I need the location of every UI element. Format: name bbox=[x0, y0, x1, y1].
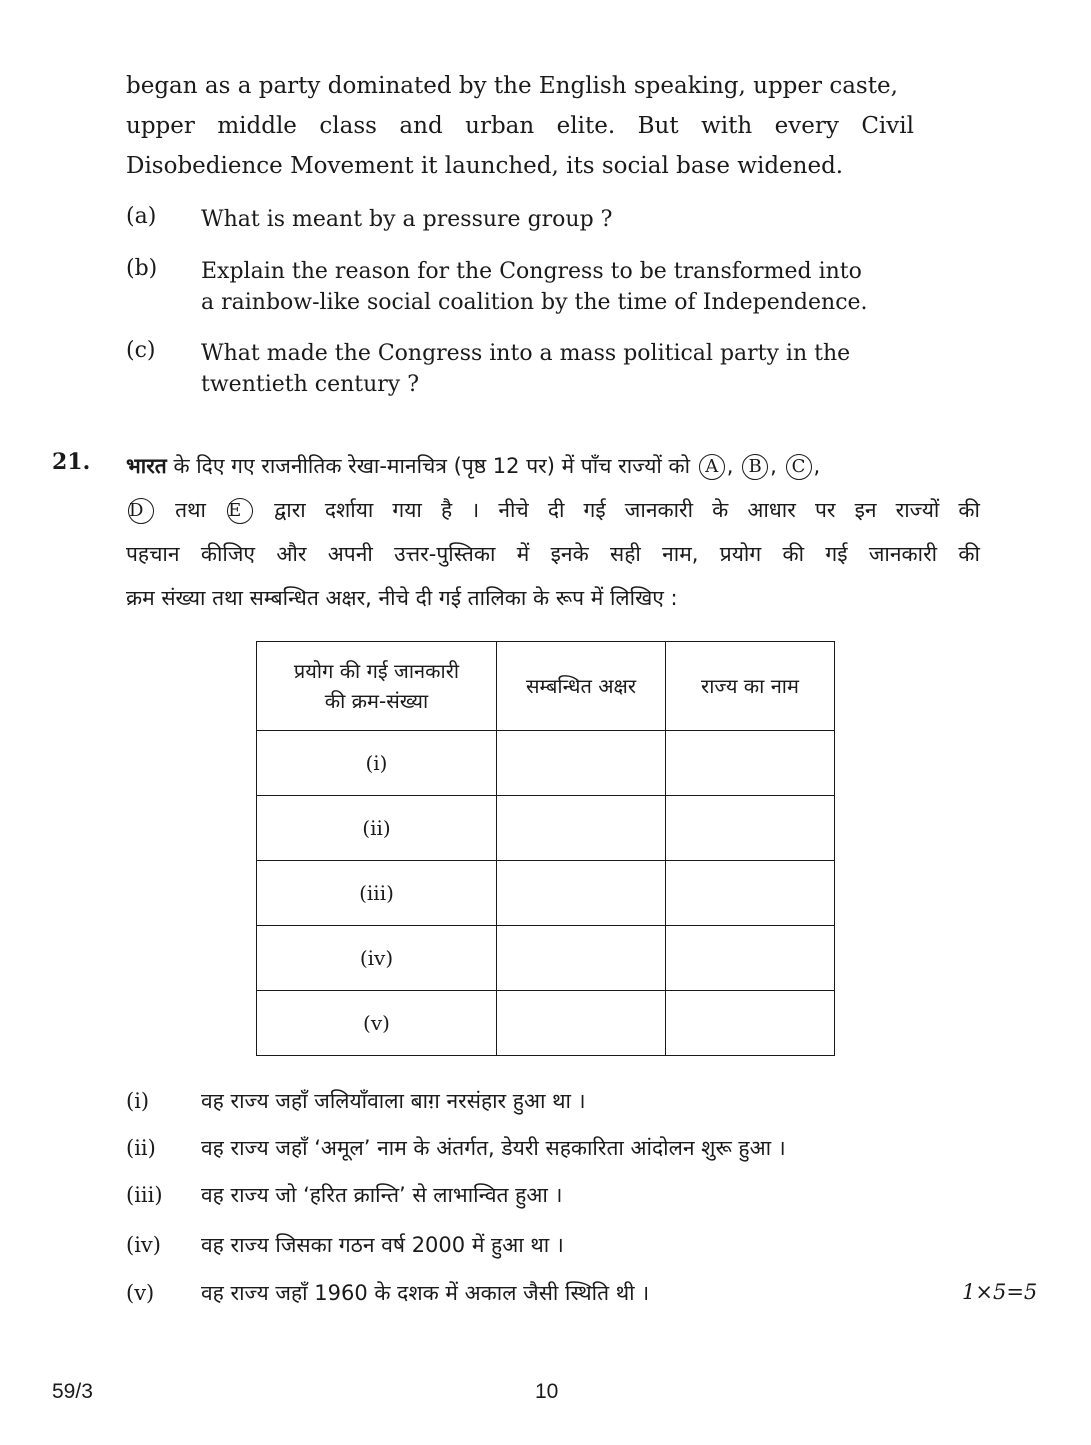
clue-label: (ii) bbox=[126, 1136, 156, 1160]
header-serial-number bbox=[257, 642, 497, 731]
page-number: 10 bbox=[535, 1380, 559, 1403]
question-21-line-3: पहचान कीजिए और अपनी उत्तर-पुस्तिका में इनके सही नाम, प्रयोग की गई जानकारी की bbox=[126, 542, 980, 566]
sub-question-b-label: (b) bbox=[126, 256, 158, 281]
comma: , bbox=[726, 454, 734, 478]
table-row bbox=[257, 861, 835, 926]
sub-question-b-text bbox=[201, 256, 923, 318]
header-serial-line-1: प्रयोग की गई जानकारी bbox=[293, 659, 460, 683]
clue-label: (iii) bbox=[126, 1183, 163, 1207]
table-row bbox=[257, 991, 835, 1056]
row-state-cell bbox=[666, 796, 835, 861]
line2-text: द्वारा दर्शाया गया है । नीचे दी गई जानकारी के आधार पर इन राज्यों की bbox=[255, 498, 980, 522]
circled-letter-c: C bbox=[786, 454, 812, 480]
sub-question-c-label: (c) bbox=[126, 338, 156, 363]
row-letter-cell bbox=[497, 991, 666, 1056]
row-serial: (ii) bbox=[257, 796, 497, 861]
row-serial: (iii) bbox=[257, 861, 497, 926]
table-row bbox=[257, 731, 835, 796]
row-state-cell bbox=[666, 926, 835, 991]
header-letter: सम्बन्धित अक्षर bbox=[497, 642, 666, 731]
row-letter-cell bbox=[497, 926, 666, 991]
sub-question-c-text bbox=[201, 338, 923, 400]
row-state-cell bbox=[666, 861, 835, 926]
row-letter-cell bbox=[497, 861, 666, 926]
passage-line: Disobedience Movement it launched, its social base widened. bbox=[126, 153, 844, 179]
question-21-line-2 bbox=[126, 488, 980, 532]
circled-letter-d: D bbox=[128, 498, 154, 524]
row-state-cell bbox=[666, 991, 835, 1056]
clue-text: वह राज्य जहाँ 1960 के दशक में अकाल जैसी स्थिति थी । bbox=[201, 1281, 650, 1305]
answer-table bbox=[256, 641, 835, 1056]
sub-question-a-text: What is meant by a pressure group ? bbox=[201, 207, 613, 232]
table-row bbox=[257, 926, 835, 991]
clue-text: वह राज्य जहाँ ‘अमूल’ नाम के अंतर्गत, डेयरी सहकारिता आंदोलन शुरू हुआ । bbox=[201, 1136, 786, 1160]
question-21-text bbox=[126, 444, 980, 620]
clue-text: वह राज्य जो ‘हरित क्रान्ति’ से लाभान्वित हुआ । bbox=[201, 1183, 563, 1207]
table-header-row bbox=[257, 642, 835, 731]
sub-question-c-line: twentieth century ? bbox=[201, 372, 420, 397]
paper-code: 59/3 bbox=[52, 1380, 93, 1403]
comma: , bbox=[770, 454, 777, 478]
question-21-line-4: क्रम संख्या तथा सम्बन्धित अक्षर, नीचे दी गई तालिका के रूप में लिखिए : bbox=[126, 586, 678, 610]
clue-text: वह राज्य जिसका गठन वर्ष 2000 में हुआ था । bbox=[201, 1233, 564, 1257]
row-serial: (iv) bbox=[257, 926, 497, 991]
circled-letter-a: A bbox=[699, 454, 725, 480]
comma: , bbox=[813, 454, 821, 478]
header-state-name: राज्य का नाम bbox=[666, 642, 835, 731]
and-word: तथा bbox=[156, 498, 226, 522]
bold-keyword: भारत bbox=[126, 454, 167, 478]
line1-text: के दिए गए राजनीतिक रेखा-मानचित्र (पृष्ठ 12 पर) में पाँच राज्यों को bbox=[166, 454, 697, 478]
row-serial: (i) bbox=[257, 731, 497, 796]
sub-question-b-line: a rainbow-like social coalition by the time of Independence. bbox=[201, 290, 868, 315]
sub-question-b-line: Explain the reason for the Congress to be transformed into bbox=[201, 259, 862, 284]
row-serial: (v) bbox=[257, 991, 497, 1056]
row-letter-cell bbox=[497, 731, 666, 796]
clue-label: (iv) bbox=[126, 1233, 161, 1257]
header-serial-line-2: की क्रम-संख्या bbox=[324, 689, 429, 713]
passage-paragraph bbox=[126, 66, 914, 186]
clue-text: वह राज्य जहाँ जलियाँवाला बाग़ नरसंहार हुआ था । bbox=[201, 1089, 586, 1113]
circled-letter-e: E bbox=[227, 498, 253, 524]
question-21-line-1 bbox=[126, 444, 980, 488]
sub-question-a-label: (a) bbox=[126, 204, 157, 229]
sub-question-c-line: What made the Congress into a mass political party in the bbox=[201, 341, 851, 366]
passage-line: upper middle class and urban elite. But with every Civil bbox=[126, 113, 914, 139]
table-row bbox=[257, 796, 835, 861]
marks-allocation: 1×5=5 bbox=[962, 1280, 1038, 1304]
question-number: 21. bbox=[52, 449, 91, 475]
row-state-cell bbox=[666, 731, 835, 796]
clue-label: (i) bbox=[126, 1089, 150, 1113]
clue-label: (v) bbox=[126, 1281, 155, 1305]
passage-line: began as a party dominated by the English speaking, upper caste, bbox=[126, 73, 898, 99]
circled-letter-b: B bbox=[742, 454, 768, 480]
row-letter-cell bbox=[497, 796, 666, 861]
